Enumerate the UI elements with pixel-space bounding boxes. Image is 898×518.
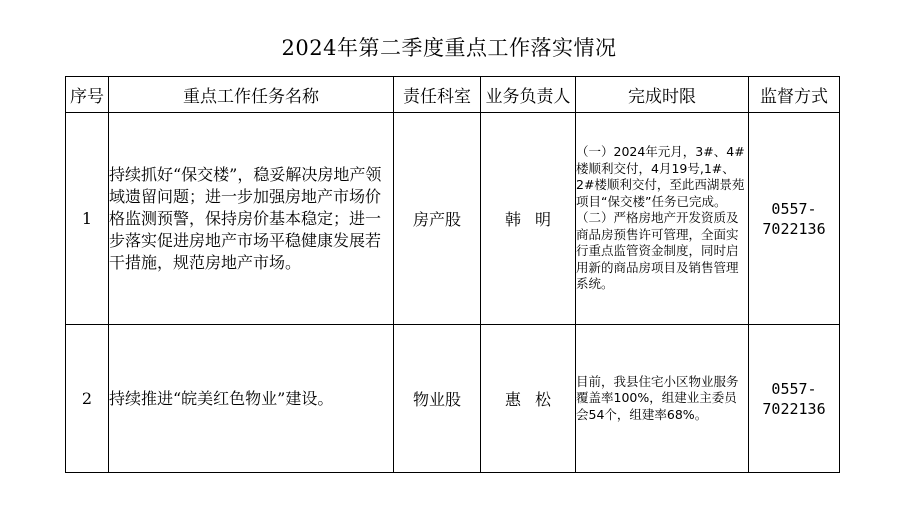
row-phone: 0557-7022136 bbox=[749, 325, 840, 473]
row-seq: 1 bbox=[66, 113, 109, 325]
row-dept: 物业股 bbox=[394, 325, 481, 473]
row-status bbox=[576, 113, 749, 325]
row-status bbox=[576, 325, 749, 473]
header-dept: 责任科室 bbox=[394, 77, 481, 113]
row-phone: 0557-7022136 bbox=[749, 113, 840, 325]
header-task: 重点工作任务名称 bbox=[109, 77, 394, 113]
status-item-1: 目前，我县住宅小区物业服务覆盖率100%，组建业主委员会54个，组建率68%。 bbox=[576, 373, 739, 422]
row-dept: 房产股 bbox=[394, 113, 481, 325]
status-item-1: （一）2024年元月，3#、4#楼顺利交付，4月19号,1#、2#楼顺利交付，至此西湖景苑项目“保交楼”任务已完成。 bbox=[576, 144, 745, 209]
table-header-row bbox=[66, 77, 840, 113]
table-row bbox=[66, 113, 840, 325]
table-row bbox=[66, 325, 840, 473]
header-status: 完成时限 bbox=[576, 77, 749, 113]
header-person: 业务负责人 bbox=[481, 77, 576, 113]
row-person bbox=[481, 325, 576, 473]
row-task: 持续抓好“保交楼”，稳妥解决房地产领域遗留问题；进一步加强房地产市场价格监测预警，保持房价基本稳定；进一步落实促进房地产市场平稳健康发展若干措施，规范房地产市场。 bbox=[109, 113, 394, 325]
header-supervision: 监督方式 bbox=[749, 77, 840, 113]
row-person bbox=[481, 113, 576, 325]
row-task: 持续推进“皖美红色物业”建设。 bbox=[109, 325, 394, 473]
work-table bbox=[65, 76, 840, 473]
status-item-2: （二）严格房地产开发资质及商品房预售许可管理，全面实行重点监管资金制度，同时启用新的商品房项目及销售管理系统。 bbox=[576, 210, 739, 292]
person-name: 惠松 bbox=[504, 390, 565, 409]
page-title: 2024年第二季度重点工作落实情况 bbox=[281, 36, 617, 60]
header-seq: 序号 bbox=[66, 77, 109, 113]
person-name: 韩明 bbox=[504, 210, 565, 229]
row-seq: 2 bbox=[66, 325, 109, 473]
